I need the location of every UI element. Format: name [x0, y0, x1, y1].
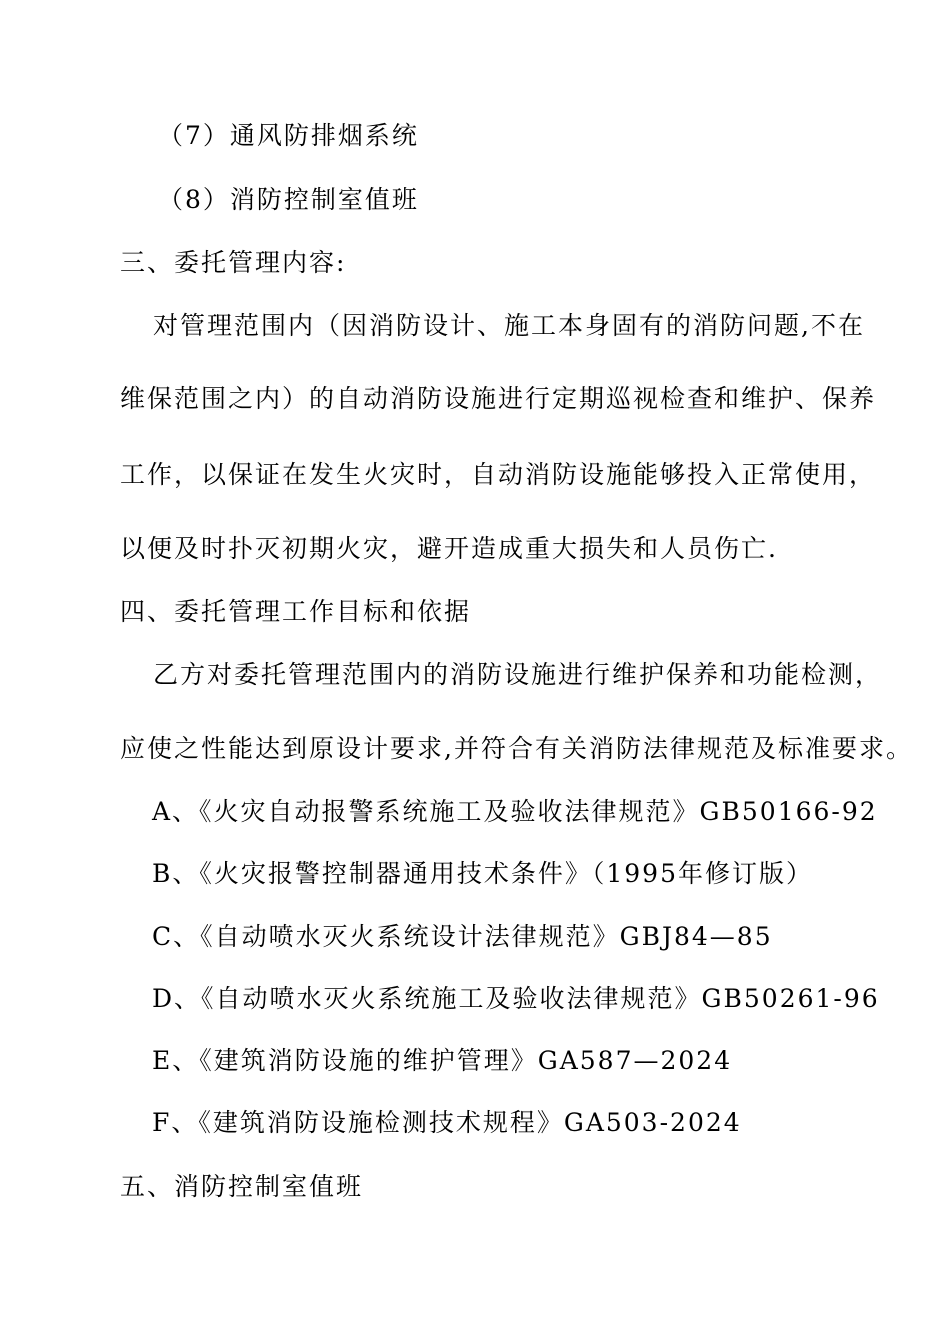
system-item-7: （7）通风防排烟系统 — [158, 121, 419, 150]
system-item-8: （8）消防控制室值班 — [158, 185, 419, 214]
reference-d: D、《自动喷水灭火系统施工及验收法律规范》GB50261-96 — [152, 984, 880, 1013]
reference-f: F、《建筑消防设施检测技术规程》GA503-2024 — [152, 1108, 742, 1137]
section-3-paragraph-line-4: 以便及时扑灭初期火灾，避开造成重大损失和人员伤亡. — [120, 534, 778, 563]
section-4-heading: 四、委托管理工作目标和依据 — [120, 597, 472, 626]
reference-c: C、《自动喷水灭火系统设计法律规范》GBJ84—85 — [152, 922, 773, 951]
section-3-heading: 三、委托管理内容: — [120, 248, 347, 277]
section-4-paragraph-line-2: 应使之性能达到原设计要求,并符合有关消防法律规范及标准要求。 — [120, 734, 913, 763]
section-3-paragraph-line-1: 对管理范围内（因消防设计、施工本身固有的消防问题,不在 — [153, 311, 865, 340]
section-3-paragraph-line-3: 工作，以保证在发生火灾时，自动消防设施能够投入正常使用， — [120, 460, 877, 489]
section-4-paragraph-line-1: 乙方对委托管理范围内的消防设施进行维护保养和功能检测， — [153, 660, 883, 689]
reference-a: A、《火灾自动报警系统施工及验收法律规范》GB50166-92 — [152, 797, 878, 826]
section-5-heading: 五、消防控制室值班 — [120, 1172, 364, 1201]
reference-e: E、《建筑消防设施的维护管理》GA587—2024 — [152, 1046, 733, 1075]
section-3-paragraph-line-2: 维保范围之内）的自动消防设施进行定期巡视检查和维护、保养 — [120, 384, 877, 413]
reference-b: B、《火灾报警控制器通用技术条件》（1995年修订版） — [152, 859, 813, 888]
